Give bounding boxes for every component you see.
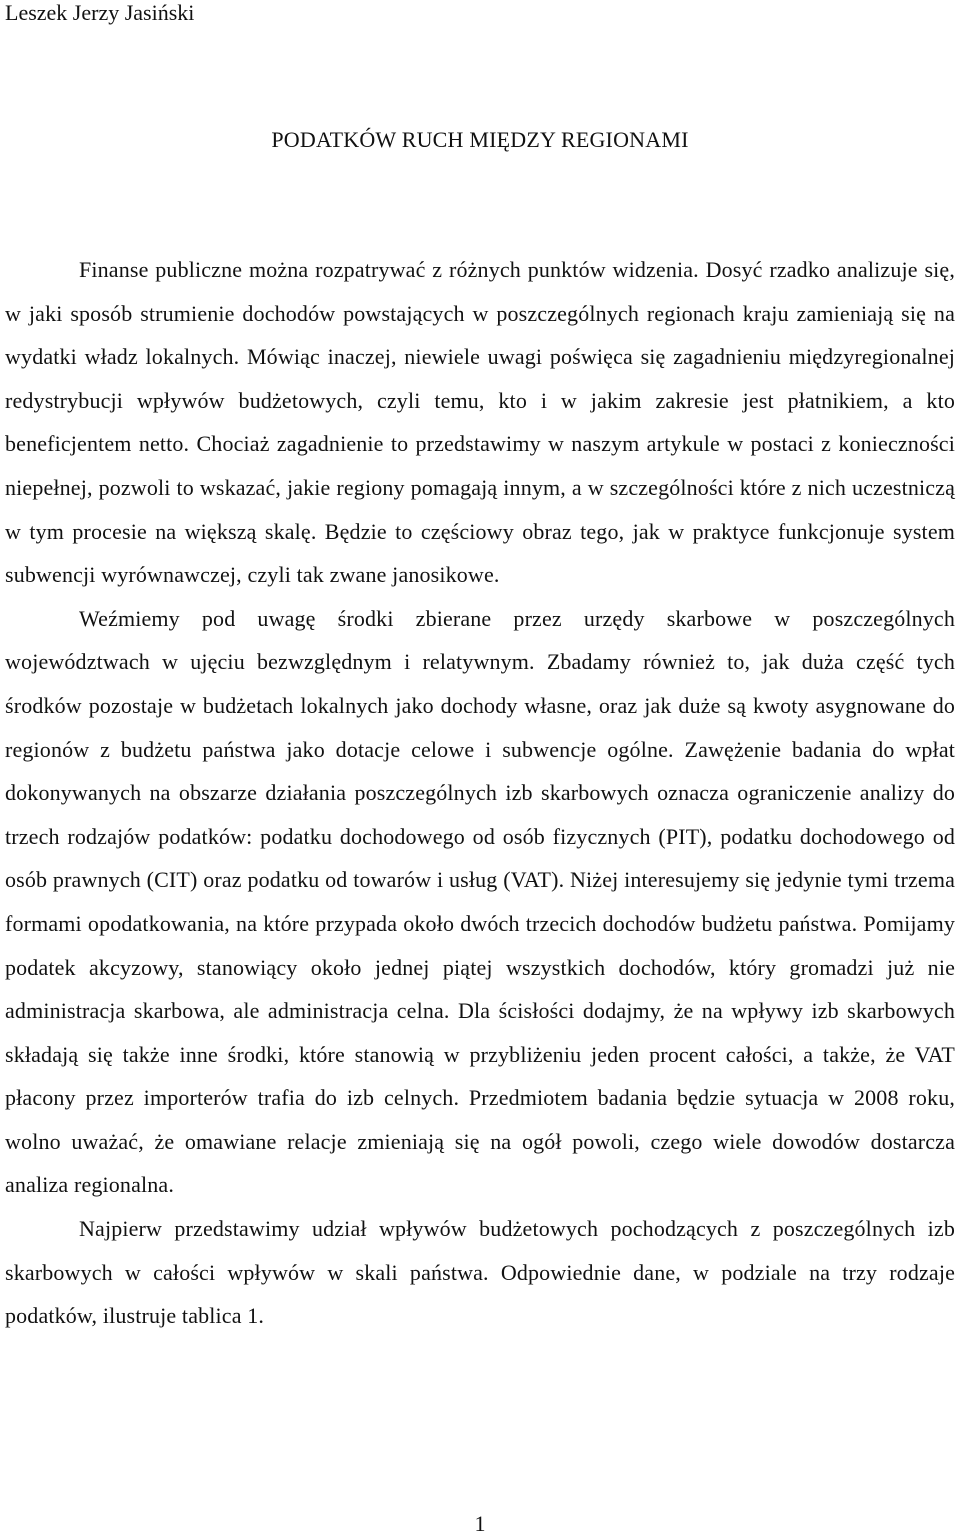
body-text bbox=[5, 248, 955, 1338]
paragraph-3: Najpierw przedstawimy udział wpływów budżetowych pochodzących z poszczególnych izb skarbowych w całości wpływów w skali państwa. Odpowiednie dane, w podziale na trzy rodzaje podatków, ilustruje tablica 1. bbox=[5, 1216, 955, 1329]
paragraph-2: Weźmiemy pod uwagę środki zbierane przez urzędy skarbowe w poszczególnych województwach w ujęciu bezwzględnym i relatywnym. Zbadamy również to, jak duża część tych środków pozostaje w budżetach lokalnych jako dochody własne, oraz jak duże są kwoty asygnowane do regionów z budżetu państwa jako dotacje celowe i subwencje ogólne. Zawężenie badania do wpłat dokonywanych na obszarze działania poszczególnych izb skarbowych oznacza ograniczenie analizy do trzech rodzajów podatków: podatku dochodowego od osób fizycznych (PIT), podatku dochodowego od osób prawnych (CIT) oraz podatku od towarów i usług (VAT). Niżej interesujemy się jedynie tymi trzema formami opodatkowania, na które przypada około dwóch trzecich dochodów budżetu państwa. Pomijamy podatek akcyzowy, stanowiący około jednej piątej wszystkich dochodów, który gromadzi już nie administracja skarbowa, ale administracja celna. Dla ścisłości dodajmy, że na wpływy izb skarbowych składają się także inne środki, które stanowią w przybliżeniu jeden procent całości, a także, że VAT płacony przez importerów trafia do izb celnych. Przedmiotem badania będzie sytuacja w 2008 roku, wolno uważać, że omawiane relacje zmieniają się na ogół powoli, czego wiele dowodów dostarcza analiza regionalna. bbox=[5, 605, 955, 1198]
paragraph-1: Finanse publiczne można rozpatrywać z różnych punktów widzenia. Dosyć rzadko analizuje się, w jaki sposób strumienie dochodów powstających w poszczególnych regionach kraju zamieniają się na wydatki władz lokalnych. Mówiąc inaczej, niewiele uwagi poświęca się zagadnieniu międzyregionalnej redystrybucji wpływów budżetowych, czyli temu, kto i w jakim zakresie jest płatnikiem, a kto beneficjentem netto. Chociaż zagadnienie to przedstawimy w naszym artykule w postaci z konieczności niepełnej, pozwoli to wskazać, jakie regiony pomagają innym, a w szczególności które z nich uczestniczą w tym procesie na większą skalę. Będzie to częściowy obraz tego, jak w praktyce funkcjonuje system subwencji wyrównawczej, czyli tak zwane janosikowe. bbox=[5, 257, 955, 588]
author-name: Leszek Jerzy Jasiński bbox=[5, 0, 195, 25]
document-title: PODATKÓW RUCH MIĘDZY REGIONAMI bbox=[271, 127, 689, 152]
page-number: 1 bbox=[474, 1511, 486, 1536]
